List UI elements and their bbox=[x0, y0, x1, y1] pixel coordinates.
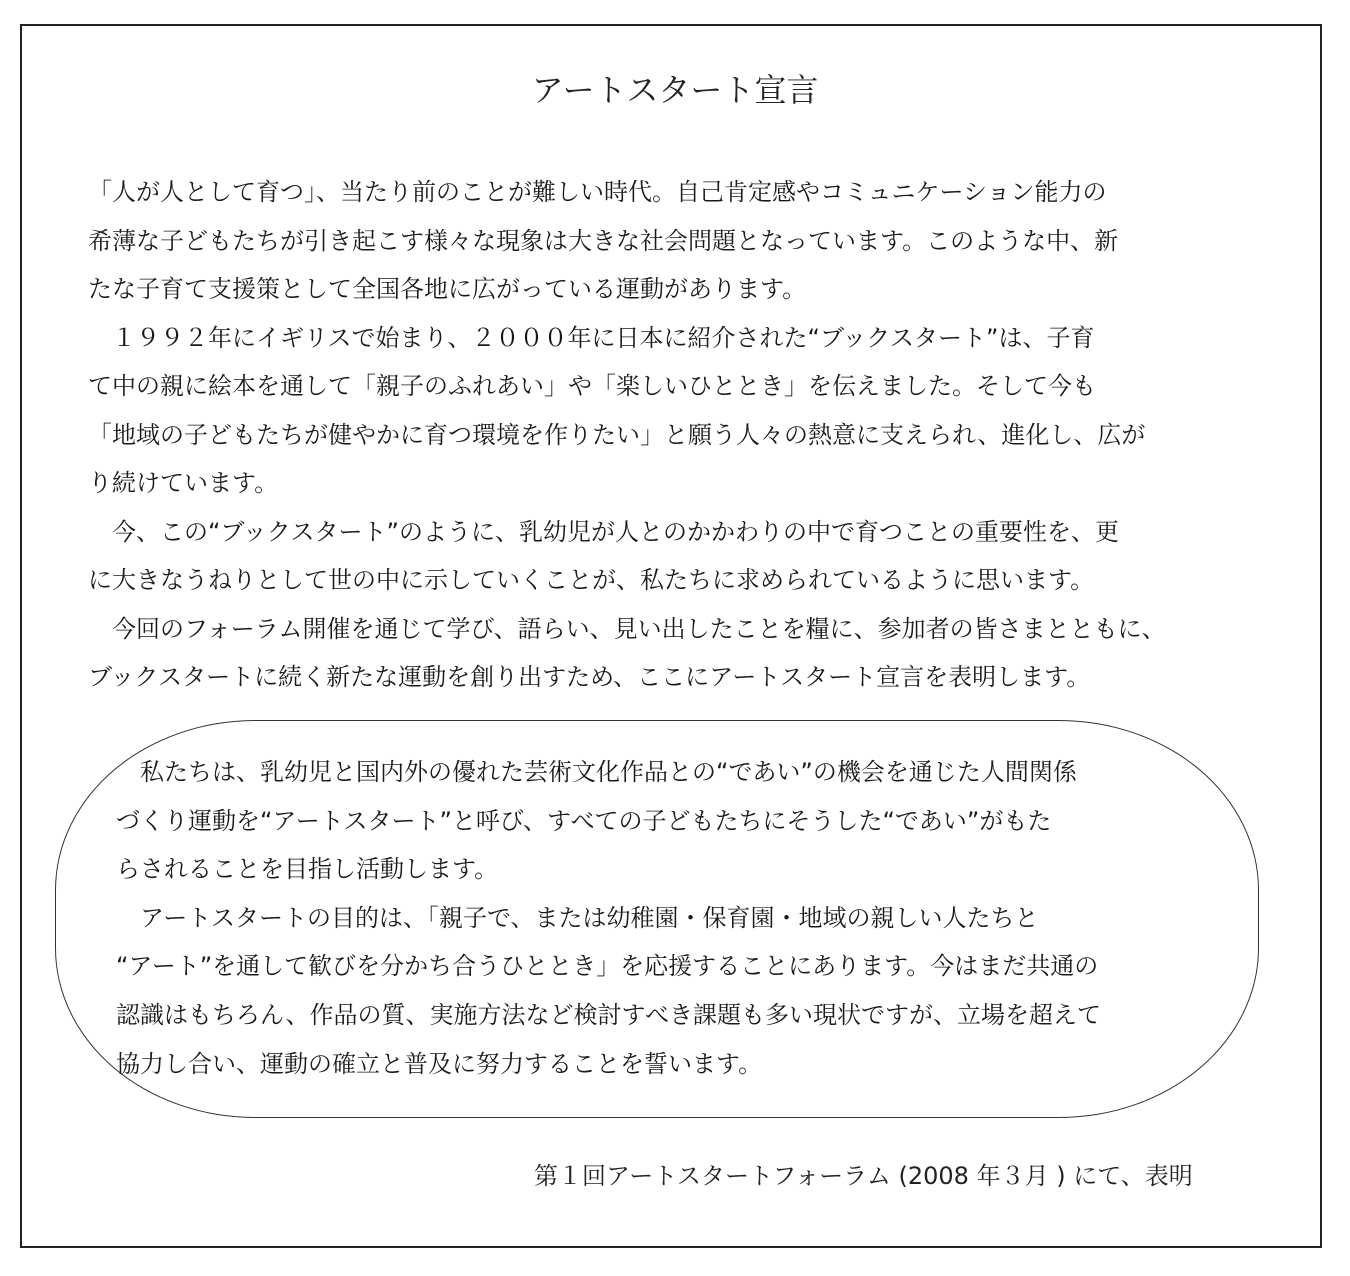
statement-line: 私たちは、乳幼児と国内外の優れた芸術文化作品との“であい”の機会を通じた人間関係 bbox=[116, 758, 1077, 786]
intro-line: り続けています。 bbox=[88, 469, 279, 497]
intro-line: 今回のフォーラム開催を通じて学び、語らい、見い出したことを糧に、参加者の皆さまとともに、 bbox=[88, 614, 1166, 643]
statement-line: アートスタートの目的は、「親子で、または幼稚園・保育園・地域の親しい人たちと bbox=[116, 903, 1039, 932]
intro-line: １９９２年にイギリスで始まり、２０００年に日本に紹介された“ブックスタート”は、子育 bbox=[88, 323, 1095, 352]
statement-line: 協力し合い、運動の確立と普及に努力することを誓います。 bbox=[116, 1049, 763, 1078]
intro-paragraphs bbox=[88, 168, 1278, 702]
intro-line: 今、この“ブックスタート”のように、乳幼児が人とのかかわりの中で育つことの重要性を、更 bbox=[88, 517, 1119, 546]
declaration-footer: 第１回アートスタートフォーラム (2008 年３月 ) にて、表明 bbox=[534, 1162, 1193, 1190]
statement-paragraphs bbox=[116, 748, 1226, 1088]
statement-line: 認識はもちろん、作品の質、実施方法など検討すべき課題も多い現状ですが、立場を超えて bbox=[116, 1000, 1101, 1029]
statement-line: らされることを目指し活動します。 bbox=[116, 855, 499, 884]
intro-line: て中の親に絵本を通して「親子のふれあい」や「楽しいひととき」を伝えました。そして今も bbox=[88, 372, 1096, 400]
intro-line: 希薄な子どもたちが引き起こす様々な現象は大きな社会問題となっています。このような中、新 bbox=[88, 226, 1119, 255]
intro-line: 「地域の子どもたちが健やかに育つ環境を作りたい」と願う人々の熱意に支えられ、進化し、広が bbox=[88, 420, 1146, 449]
intro-line: たな子育て支援策として全国各地に広がっている運動があります。 bbox=[88, 275, 807, 303]
intro-line: に大きなうねりとして世の中に示していくことが、私たちに求められているように思います。 bbox=[88, 566, 1095, 594]
document-title: アートスタート宣言 bbox=[531, 71, 819, 109]
statement-line: “アート”を通して歓びを分かち合うひととき」を応援することにあります。今はまだ共通の bbox=[116, 952, 1099, 981]
intro-line: 「人が人として育つ」、当たり前のことが難しい時代。自己肯定感やコミュニケーション能力の bbox=[88, 178, 1107, 206]
statement-line: づくり運動を“アートスタート”と呼び、すべての子どもたちにそうした“であい”がもた bbox=[116, 806, 1052, 835]
intro-line: ブックスタートに続く新たな運動を創り出すため、ここにアートスタート宣言を表明します。 bbox=[88, 663, 1091, 691]
